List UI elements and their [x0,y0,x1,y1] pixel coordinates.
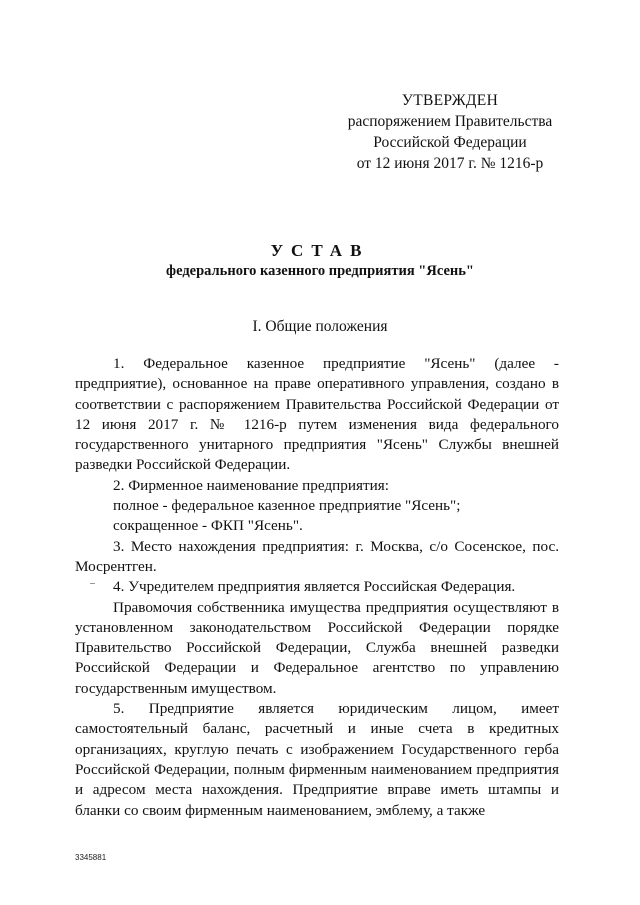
paragraph-1: 1. Федеральное казенное предприятие "Ясень" (далее - предприятие), основанное на праве оперативного управления, создано в соответствии с распоряжением Правительства Российской Федерации от 12 июня 2017 г. № 1216-р путем изменения вида федерального государственного унитарного предприятия "Ясень" Службы внешней разведки Российской Федерации. [75,355,559,474]
approval-heading: УТВЕРЖДЕН [401,92,499,109]
approval-date-line: от 12 июня 2017 г. № 1216-р [356,155,544,172]
paragraph-4-powers: Правомочия собственника имущества предприятия осуществляют в установленном законодательством Российской Федерации порядке Правительство Российской Федерации, Служба внешней разведки Российской Федерации и Федеральное агентство по управлению государственным имуществом. [75,598,559,697]
approval-line: Российской Федерации [373,134,527,151]
document-body [75,354,559,821]
approval-stamp [340,90,560,174]
paragraph-2-full-name: полное - федеральное казенное предприятие "Ясень"; [113,497,461,515]
paragraph-4: 4. Учредителем предприятия является Российская Федерация. [113,578,516,596]
section-heading: I. Общие положения [252,318,388,335]
paragraph-2: 2. Фирменное наименование предприятия: [113,476,389,494]
margin-mark [90,583,95,584]
document-subtitle: федерального казенного предприятия "Ясень" [166,263,474,279]
document-title: УСТАВ [270,241,370,260]
paragraph-2-short-name: сокращенное - ФКП "Ясень". [113,517,303,535]
document-code: 3345881 [75,853,107,862]
paragraph-5: 5. Предприятие является юридическим лицом, имеет самостоятельный баланс, расчетный и иные счета в кредитных организациях, круглую печать с изображением Государственного герба Российской Федерации, полным фирменным наименованием предприятия и адресом места нахождения. Предприятие вправе иметь штампы и бланки со своим фирменным наименованием, эмблему, а также [75,700,559,819]
approval-line: распоряжением Правительства [347,113,553,130]
paragraph-3: 3. Место нахождения предприятия: г. Москва, с/о Сосенское, пос. Мосрентген. [75,537,559,575]
